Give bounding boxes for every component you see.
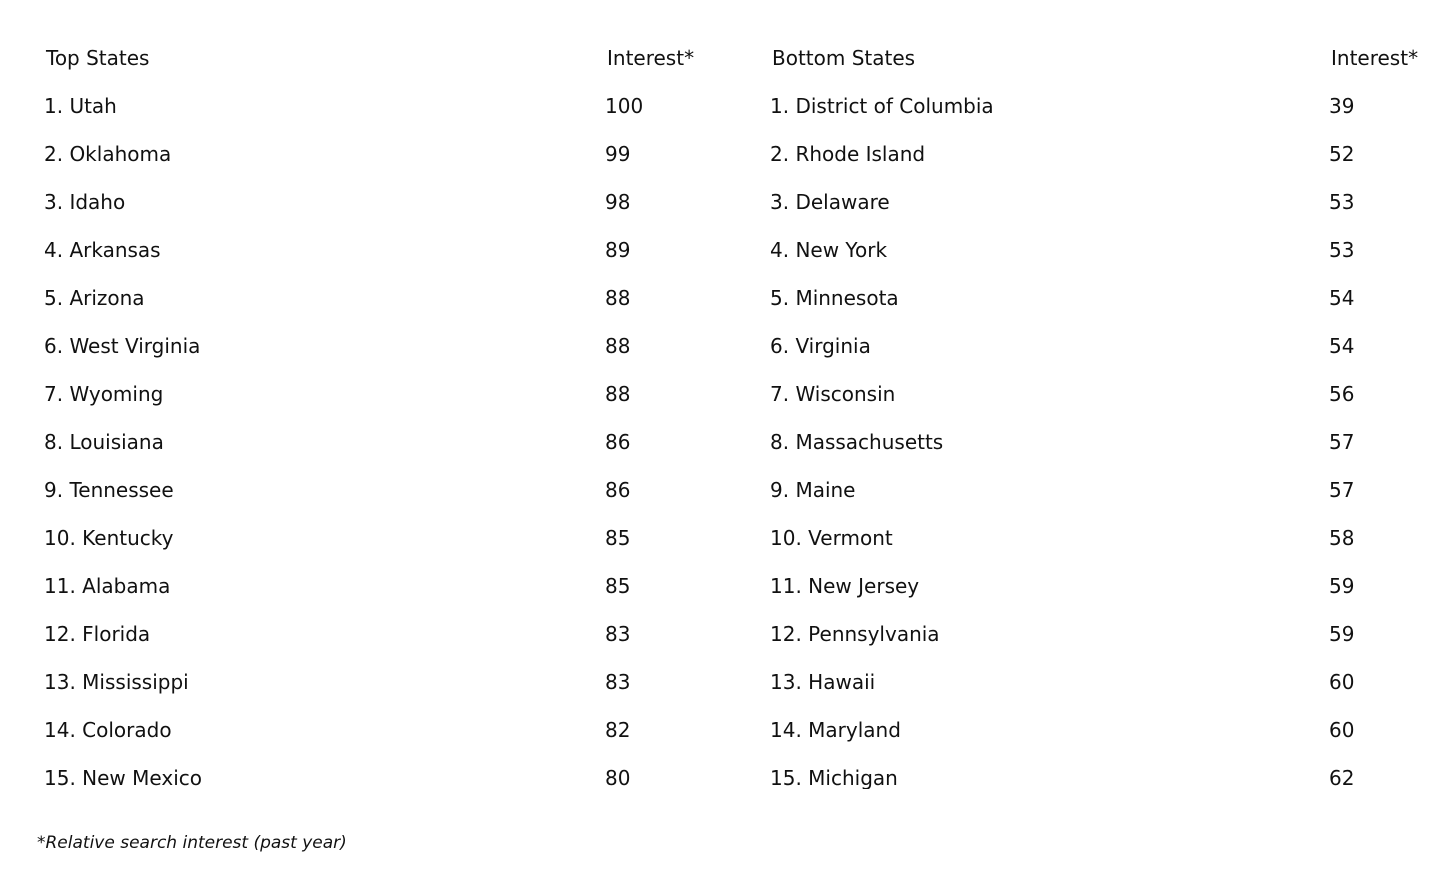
table-row bbox=[0, 658, 725, 706]
table-row bbox=[726, 178, 1450, 226]
table-row bbox=[0, 370, 725, 418]
interest-value: 88 bbox=[605, 382, 631, 406]
table-row bbox=[0, 274, 725, 322]
table-row bbox=[0, 754, 725, 789]
state-name: 11. Alabama bbox=[44, 574, 171, 598]
table-row bbox=[726, 130, 1450, 178]
state-name: 4. Arkansas bbox=[44, 238, 161, 262]
interest-value: 99 bbox=[605, 142, 631, 166]
state-name: 13. Hawaii bbox=[770, 670, 876, 694]
state-name: 2. Oklahoma bbox=[44, 142, 172, 166]
interest-value: 57 bbox=[1329, 430, 1355, 454]
table-row bbox=[0, 418, 725, 466]
interest-value: 39 bbox=[1329, 94, 1355, 118]
state-name: 10. Vermont bbox=[770, 526, 893, 550]
interest-value: 83 bbox=[605, 622, 631, 646]
bottom-states-interest-header: Interest* bbox=[1331, 46, 1419, 70]
interest-value: 60 bbox=[1329, 670, 1355, 694]
state-name: 8. Louisiana bbox=[44, 430, 164, 454]
table-row bbox=[726, 514, 1450, 562]
table-row bbox=[726, 706, 1450, 754]
interest-value: 54 bbox=[1329, 286, 1355, 310]
interest-value: 86 bbox=[605, 430, 631, 454]
table-row bbox=[726, 226, 1450, 274]
footnote: *Relative search interest (past year) bbox=[37, 833, 347, 853]
interest-value: 53 bbox=[1329, 238, 1355, 262]
table-row bbox=[726, 658, 1450, 706]
table-row bbox=[0, 514, 725, 562]
interest-value: 88 bbox=[605, 286, 631, 310]
table-row bbox=[726, 466, 1450, 514]
top-states-header: Top States bbox=[46, 46, 150, 70]
interest-value: 58 bbox=[1329, 526, 1355, 550]
interest-value: 85 bbox=[605, 574, 631, 598]
interest-value: 62 bbox=[1329, 766, 1355, 789]
table-row bbox=[726, 610, 1450, 658]
state-name: 9. Tennessee bbox=[44, 478, 174, 502]
interest-value: 100 bbox=[605, 94, 644, 118]
state-name: 3. Idaho bbox=[44, 190, 126, 214]
state-name: 14. Colorado bbox=[44, 718, 172, 742]
table-row bbox=[0, 610, 725, 658]
interest-value: 88 bbox=[605, 334, 631, 358]
interest-value: 53 bbox=[1329, 190, 1355, 214]
interest-value: 85 bbox=[605, 526, 631, 550]
top-states-list[interactable] bbox=[0, 82, 725, 789]
top-states-interest-header: Interest* bbox=[607, 46, 695, 70]
table-row bbox=[726, 82, 1450, 130]
state-name: 1. Utah bbox=[44, 94, 117, 118]
table-row bbox=[0, 706, 725, 754]
bottom-states-header: Bottom States bbox=[772, 46, 916, 70]
interest-value: 86 bbox=[605, 478, 631, 502]
table-row bbox=[0, 178, 725, 226]
table-row bbox=[726, 754, 1450, 789]
table-row bbox=[0, 322, 725, 370]
state-name: 9. Maine bbox=[770, 478, 856, 502]
interest-value: 56 bbox=[1329, 382, 1355, 406]
state-name: 12. Pennsylvania bbox=[770, 622, 940, 646]
state-name: 6. West Virginia bbox=[44, 334, 201, 358]
table-row bbox=[726, 370, 1450, 418]
interest-value: 89 bbox=[605, 238, 631, 262]
interest-value: 52 bbox=[1329, 142, 1355, 166]
state-name: 2. Rhode Island bbox=[770, 142, 926, 166]
interest-value: 80 bbox=[605, 766, 631, 789]
state-name: 12. Florida bbox=[44, 622, 151, 646]
state-name: 14. Maryland bbox=[770, 718, 901, 742]
state-name: 3. Delaware bbox=[770, 190, 890, 214]
state-name: 6. Virginia bbox=[770, 334, 871, 358]
state-name: 5. Minnesota bbox=[770, 286, 899, 310]
interest-value: 54 bbox=[1329, 334, 1355, 358]
state-name: 15. New Mexico bbox=[44, 766, 202, 789]
interest-value: 57 bbox=[1329, 478, 1355, 502]
table-row bbox=[0, 226, 725, 274]
bottom-states-list[interactable] bbox=[726, 82, 1450, 789]
interest-value: 59 bbox=[1329, 622, 1355, 646]
state-name: 13. Mississippi bbox=[44, 670, 189, 694]
table-row bbox=[726, 418, 1450, 466]
state-name: 11. New Jersey bbox=[770, 574, 920, 598]
interest-value: 98 bbox=[605, 190, 631, 214]
interest-value: 82 bbox=[605, 718, 631, 742]
state-name: 5. Arizona bbox=[44, 286, 145, 310]
interest-value: 83 bbox=[605, 670, 631, 694]
state-name: 15. Michigan bbox=[770, 766, 898, 789]
state-name: 7. Wisconsin bbox=[770, 382, 896, 406]
state-name: 4. New York bbox=[770, 238, 888, 262]
state-name: 7. Wyoming bbox=[44, 382, 164, 406]
table-row bbox=[0, 466, 725, 514]
table-row bbox=[726, 322, 1450, 370]
interest-value: 59 bbox=[1329, 574, 1355, 598]
state-name: 1. District of Columbia bbox=[770, 94, 994, 118]
state-name: 10. Kentucky bbox=[44, 526, 174, 550]
table-row bbox=[0, 130, 725, 178]
table-row bbox=[0, 82, 725, 130]
interest-value: 60 bbox=[1329, 718, 1355, 742]
table-row bbox=[726, 274, 1450, 322]
table-row bbox=[726, 562, 1450, 610]
table-row bbox=[0, 562, 725, 610]
state-name: 8. Massachusetts bbox=[770, 430, 944, 454]
